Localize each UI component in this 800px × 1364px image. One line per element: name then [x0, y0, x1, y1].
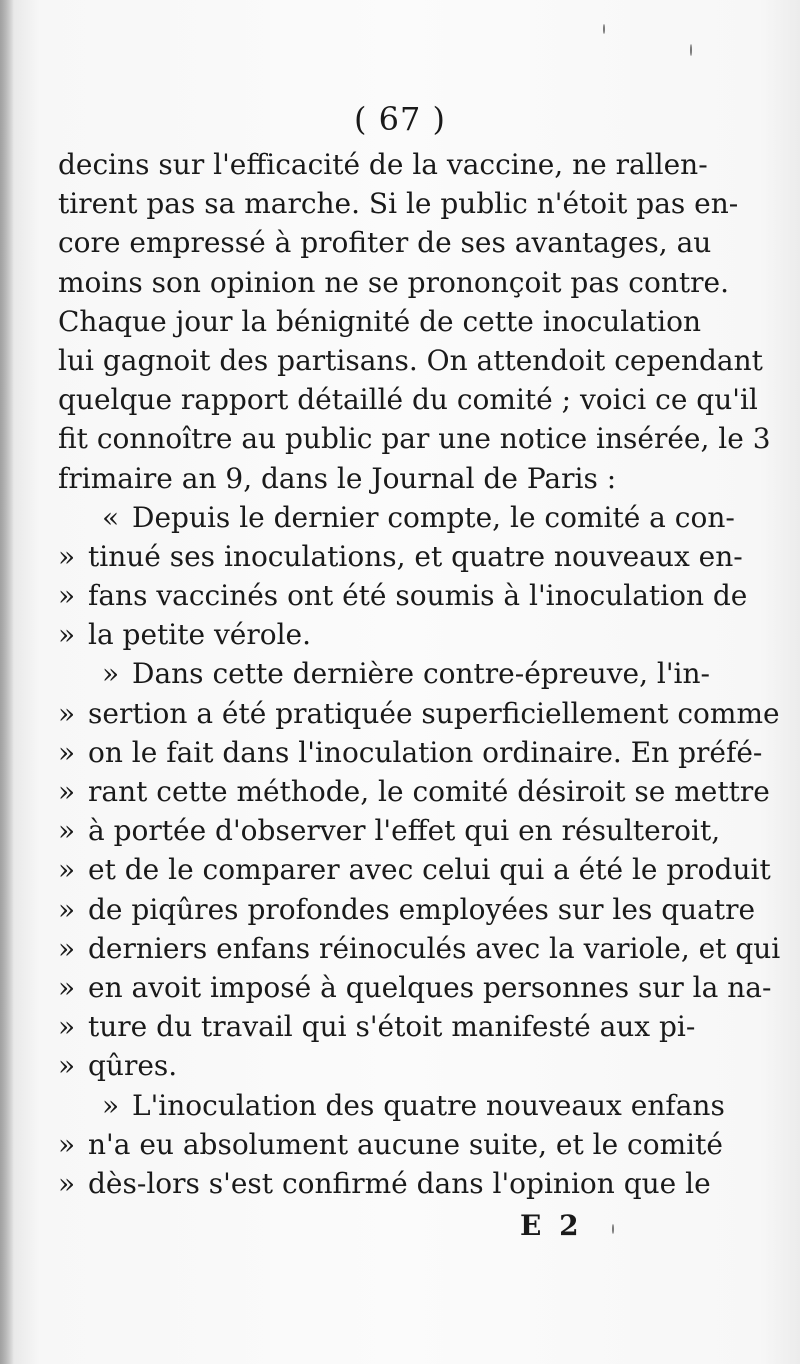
quote-line: » en avoit imposé à quelques personnes sur la na- [58, 970, 772, 1004]
quote-line: » on le fait dans l'inoculation ordinaire. En préfé- [58, 735, 763, 769]
quote-line: » fans vaccinés ont été soumis à l'inoculation de [58, 579, 748, 613]
text-line: Chaque jour la bénignité de cette inoculation [58, 304, 702, 338]
signature-mark: E 2 [520, 1209, 583, 1242]
text-line: tirent pas sa marche. Si le public n'étoit pas en- [58, 187, 739, 221]
print-speck [690, 44, 692, 56]
quote-line: « Depuis le dernier compte, le comité a con- [102, 500, 735, 534]
quote-line: » L'inoculation des quatre nouveaux enfans [102, 1088, 725, 1122]
text-line: quelque rapport détaillé du comité ; voici ce qu'il [58, 383, 758, 417]
page-number: ( 67 ) [353, 100, 447, 138]
quote-line: » n'a eu absolument aucune suite, et le comité [58, 1127, 723, 1161]
text-line: decins sur l'efficacité de la vaccine, ne rallen- [58, 148, 708, 181]
quote-line: » la petite vérole. [58, 618, 312, 652]
page-gutter-shadow [0, 0, 14, 1364]
text-line: lui gagnoit des partisans. On attendoit cependant [58, 343, 763, 377]
print-speck [603, 24, 605, 34]
quote-line: » rant cette méthode, le comité désiroit se mettre [58, 775, 770, 808]
text-line: fit connoître au public par une notice insérée, le 3 [58, 422, 771, 456]
quote-line: » de piqûres profondes employées sur les quatre [58, 892, 756, 926]
quote-line: » et de le comparer avec celui qui a été le produit [58, 853, 771, 887]
quote-line: » dès-lors s'est confirmé dans l'opinion que le [58, 1166, 711, 1200]
quote-line: » qûres. [58, 1049, 178, 1083]
print-speck [612, 1224, 614, 1234]
text-line: core empressé à profiter de ses avantages, au [58, 226, 712, 260]
quote-line: » Dans cette dernière contre-épreuve, l'in- [102, 657, 710, 691]
text-line: moins son opinion ne se prononçoit pas contre. [58, 265, 729, 299]
quote-line: » ture du travail qui s'étoit manifesté aux pi- [58, 1010, 696, 1044]
body-text [58, 145, 781, 1203]
quote-line: » à portée d'observer l'effet qui en résulteroit, [58, 814, 721, 848]
text-line: frimaire an 9, dans le Journal de Paris : [58, 461, 617, 495]
quote-line: » derniers enfans réinoculés avec la variole, et qui [58, 931, 781, 965]
quote-line: » tinué ses inoculations, et quatre nouveaux en- [58, 539, 743, 573]
quote-line: » sertion a été pratiquée superficiellement comme [58, 696, 780, 730]
